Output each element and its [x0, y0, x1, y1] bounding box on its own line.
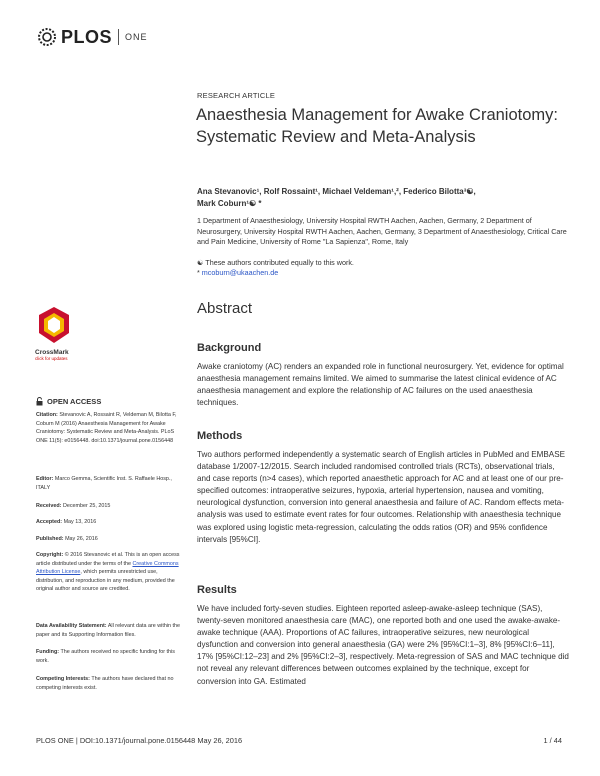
- published-block: [36, 535, 186, 544]
- editor-label: Editor:: [36, 476, 54, 482]
- open-access-label: OPEN ACCESS: [47, 397, 102, 406]
- email-marker: *: [197, 268, 202, 277]
- received-block: [36, 502, 186, 511]
- citation-block: [36, 411, 186, 445]
- funding-block: [36, 648, 186, 665]
- published-text: May 26, 2016: [65, 536, 98, 542]
- abstract-heading: Abstract: [197, 300, 253, 317]
- data-availability-text: All relevant data are within the paper and its Supporting Information files.: [36, 623, 181, 638]
- accepted-block: [36, 518, 186, 527]
- page-number: 1 / 44: [543, 736, 562, 745]
- received-text: December 25, 2015: [62, 503, 111, 509]
- methods-paragraph: Two authors performed independently a systematic search of English articles in PubMed and EMBASE database 1/2007-12/2015. Search included randomised controlled trials (RCTs), observational trials, and case reports (n>4 cases), which reported anaesthetic approach for AC and at least one of our pre-specified outcomes: intraoperative seizures, hypoxia, arterial hypertension, nausea and vomiting, neurological dysfunction, conversion into general anaesthesia and failure of AC. Random effects meta-analysis was used to estimate event rates for four outcomes. Relationship with anaesthesia technique was explored using logistic meta-regression, calculating the odds ratios (OR) and 95% confidence intervals [95%CI].: [197, 450, 566, 544]
- author-line-1: Ana Stevanovic¹, Rolf Rossaint¹, Michael Veldeman¹,², Federico Bilotta³☯,: [197, 187, 476, 196]
- crossmark-label[interactable]: CrossMark: [35, 349, 69, 356]
- methods-heading: Methods: [197, 430, 243, 442]
- background-paragraph: Awake craniotomy (AC) renders an expanded role in functional neurosurgery. Yet, evidence for optimal anaesthesia management remains limited. We aimed to summarise the latest clinical evidence of AC anaesthesia management and explore the relationship of AC failures on the used anaesthesia techniques.: [197, 362, 564, 408]
- competing-text: The authors have declared that no competing interests exist.: [36, 676, 174, 691]
- published-label: Published:: [36, 536, 64, 542]
- footer-citation: PLOS ONE | DOI:10.1371/journal.pone.0156448 May 26, 2016: [36, 736, 243, 745]
- competing-interests-block: [36, 675, 186, 692]
- results-heading: Results: [197, 584, 237, 596]
- logo-divider: [118, 29, 119, 45]
- copyright-block: [36, 551, 186, 594]
- citation-text: Stevanovic A, Rossaint R, Veldeman M, Bilotta F, Coburn M (2016) Anaesthesia Management for Awake Craniotomy: Systematic Review and Meta-Analysis. PLoS ONE 11(5): e0156448. doi:10.1371/journal.pone.0156448: [36, 412, 177, 444]
- equal-contribution-note: ☯ These authors contributed equally to this work.: [197, 258, 354, 267]
- author-list: [197, 186, 567, 210]
- plos-one-logo[interactable]: [36, 26, 148, 48]
- accepted-label: Accepted:: [36, 519, 63, 525]
- background-heading: Background: [197, 342, 262, 354]
- journal-name: ONE: [125, 32, 148, 42]
- author-line-2: Mark Coburn¹☯ *: [197, 199, 262, 208]
- results-paragraph: We have included forty-seven studies. Eighteen reported asleep-awake-asleep technique (SAS), twenty-seven monitored anaesthesia care (MAC), one reported both and one used the awake-awake-awake technique (AAA). Proportions of AC failures, intraoperative seizures, new neurological dysfunction and conversion into general anaesthesia (GA) were 2% [95%CI:1–3], 8% [95%CI:6–11], 17% [95%CI:12–23] and 2% [95%CI:2–3], respectively. Meta-regression of SAS and MAC technique did not reveal any relevant differences between outcomes explained by the technique, except for conversion into GA. Estimated: [197, 604, 569, 686]
- logo-text: PLOS: [61, 26, 113, 47]
- copyright-text-2: , which permits unrestricted use, distribution, and reproduction in any medium, provided the original author and source are credited.: [36, 569, 175, 593]
- open-lock-icon: [36, 397, 43, 406]
- plos-logo-icon: [36, 26, 58, 48]
- data-availability-block: [36, 622, 186, 639]
- copyright-text: © 2016 Stevanovic et al. This is an open access article distributed under the terms of the: [36, 552, 180, 567]
- copyright-label: Copyright:: [36, 552, 64, 558]
- crossmark-icon[interactable]: [35, 305, 73, 349]
- cc-license-link[interactable]: Creative Commons Attribution License: [36, 560, 179, 576]
- citation-label: Citation:: [36, 412, 58, 418]
- email-link[interactable]: mcoburn@ukaachen.de: [201, 268, 279, 277]
- article-title: Anaesthesia Management for Awake Craniotomy: Systematic Review and Meta-Analysis: [196, 106, 558, 146]
- accepted-text: May 13, 2016: [63, 519, 97, 525]
- funding-label: Funding:: [36, 649, 60, 655]
- corresponding-email: [197, 268, 278, 277]
- affiliations: 1 Department of Anaesthesiology, University Hospital RWTH Aachen, Aachen, Germany, 2 Department of Neurosurgery, University Hospital RWTH Aachen, Aachen, Germany, 3 Department of Anaesthesiology, Critical Care and Pain Medicine, University of Rome "La Sapienza", Rome, Italy: [197, 216, 567, 246]
- editor-block: [36, 475, 186, 492]
- received-label: Received:: [36, 503, 62, 509]
- article-type: RESEARCH ARTICLE: [197, 91, 276, 100]
- crossmark-sub[interactable]: click for updates: [35, 356, 68, 361]
- competing-label: Competing Interests:: [36, 676, 90, 682]
- open-access-badge: [36, 397, 101, 406]
- data-availability-label: Data Availability Statement:: [36, 623, 107, 629]
- funding-text: The authors received no specific funding for this work.: [36, 649, 175, 664]
- editor-text: Marco Gemma, Scientific Inst. S. Raffaele Hosp., ITALY: [36, 476, 172, 491]
